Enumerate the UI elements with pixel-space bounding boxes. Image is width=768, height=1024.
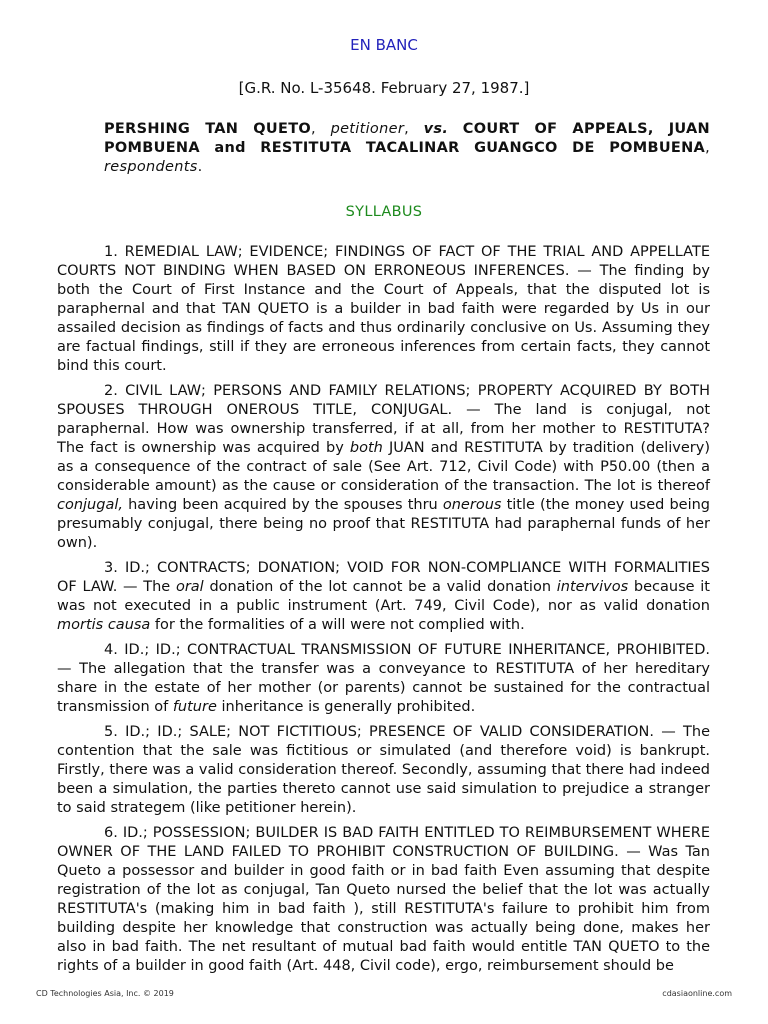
- paragraph-text: for the formalities of a will were not complied with.: [150, 617, 525, 633]
- paragraph-text: 4. ID.; ID.; CONTRACTUAL TRANSMISSION OF FUTURE INHERITANCE, PROHIBITED. — The allegation that the transfer was a conveyance to RESTITUTA of her hereditary share in the estate of her mother (or parents) cannot be sustained for the contractual transmission of: [57, 642, 710, 715]
- emphasis-text: intervivos: [556, 579, 629, 595]
- paragraph-text: title (the money used being presumably conjugal, there being no proof that RESTITUTA had paraphernal funds of her own).: [57, 497, 711, 551]
- petitioner-role: petitioner: [330, 121, 405, 137]
- syllabus-paragraph-5: 5. ID.; ID.; SALE; NOT FICTITIOUS; PRESENCE OF VALID CONSIDERATION. — The contention that the sale was fictitious or simulated (and therefore void) is bankrupt. Firstly, there was a valid consideration thereof. Secondly, assuming that there had indeed been a simulation, the parties thereto cannot use said simulation to prejudice a stranger to said strategem (like petitioner herein).: [57, 724, 710, 816]
- emphasis-text: mortis causa: [57, 617, 151, 633]
- syllabus-paragraph-1: 1. REMEDIAL LAW; EVIDENCE; FINDINGS OF FACT OF THE TRIAL AND APPELLATE COURTS NOT BINDING WHEN BASED ON ERRONEOUS INFERENCES. — The finding by both the Court of First Instance and the Court of Appeals, that the disputed lot is paraphernal and that TAN QUETO is a builder in bad faith were regarded by Us in our assailed decision as findings of facts and thus ordinarily conclusive on Us. Assuming they are factual findings, still if they are erroneous inferences from certain facts, they cannot bind this court.: [57, 244, 710, 374]
- paragraph-text: 3. ID.; CONTRACTS; DONATION; VOID FOR NON-COMPLIANCE WITH FORMALITIES OF LAW. — The: [57, 560, 710, 595]
- syllabus-paragraph-3: [57, 559, 710, 635]
- versus-label: vs.: [423, 121, 449, 137]
- syllabus-paragraph-6: 6. ID.; POSSESSION; BUILDER IS BAD FAITH ENTITLED TO REIMBURSEMENT WHERE OWNER OF THE LAND FAILED TO PROHIBIT CONSTRUCTION OF BUILDING. — Was Tan Queto a possessor and builder in good faith or in bad faith Even assuming that despite registration of the lot as conjugal, Tan Queto nursed the belief that the lot was actually RESTITUTA's (making him in bad faith ), still RESTITUTA's failure to prohibit him from building despite her knowledge that construction was actually being done, makes her also in bad faith. The net resultant of mutual bad faith would entitle TAN QUETO to the rights of a builder in good faith (Art. 448, Civil code), ergo, reimbursement should be: [57, 825, 710, 974]
- footer-website: cdasiaonline.com: [662, 989, 732, 998]
- paragraph-text: because it was not executed in a public instrument (Art. 749, Civil Code), nor as valid donation: [57, 579, 710, 614]
- syllabus-paragraph-2: [57, 382, 710, 553]
- syllabus-body: [57, 243, 710, 982]
- respondents-names: COURT OF APPEALS, JUAN POMBUENA and RESTITUTA TACALINAR GUANGCO DE POMBUENA: [104, 121, 710, 156]
- paragraph-text: JUAN and RESTITUTA by tradition (delivery) as a consequence of the contract of sale (See Art. 712, Civil Code) with P50.00 (then a considerable amount) as the cause or consideration of the transaction. The lot is thereof: [57, 440, 711, 494]
- court-division-heading: EN BANC: [350, 36, 418, 54]
- emphasis-text: both: [349, 440, 383, 456]
- case-parties: PERSHING TAN QUETO, petitioner, vs. COURT OF APPEALS, JUAN POMBUENA and RESTITUTA TACALINAR GUANGCO DE POMBUENA, respondents.: [104, 121, 710, 175]
- syllabus-paragraph-4: [57, 641, 710, 717]
- emphasis-text: conjugal,: [57, 497, 123, 513]
- paragraph-text: 2. CIVIL LAW; PERSONS AND FAMILY RELATIONS; PROPERTY ACQUIRED BY BOTH SPOUSES THROUGH ONEROUS TITLE, CONJUGAL. — The land is conjugal, not paraphernal. How was ownership transferred, if at all, from her mother to RESTITUTA? The fact is ownership was acquired by: [57, 383, 710, 456]
- respondents-role: respondents: [104, 159, 198, 175]
- paragraph-text: donation of the lot cannot be a valid donation: [203, 579, 557, 595]
- syllabus-heading: SYLLABUS: [345, 204, 423, 220]
- paragraph-text: inheritance is generally prohibited.: [216, 699, 476, 715]
- emphasis-text: onerous: [442, 497, 502, 513]
- paragraph-text: having been acquired by the spouses thru: [122, 497, 443, 513]
- emphasis-text: future: [172, 699, 217, 715]
- footer-copyright: CD Technologies Asia, Inc. © 2019: [36, 989, 174, 998]
- case-number: [G.R. No. L-35648. February 27, 1987.]: [238, 79, 530, 97]
- emphasis-text: oral: [175, 579, 204, 595]
- petitioner-name: PERSHING TAN QUETO: [104, 121, 312, 137]
